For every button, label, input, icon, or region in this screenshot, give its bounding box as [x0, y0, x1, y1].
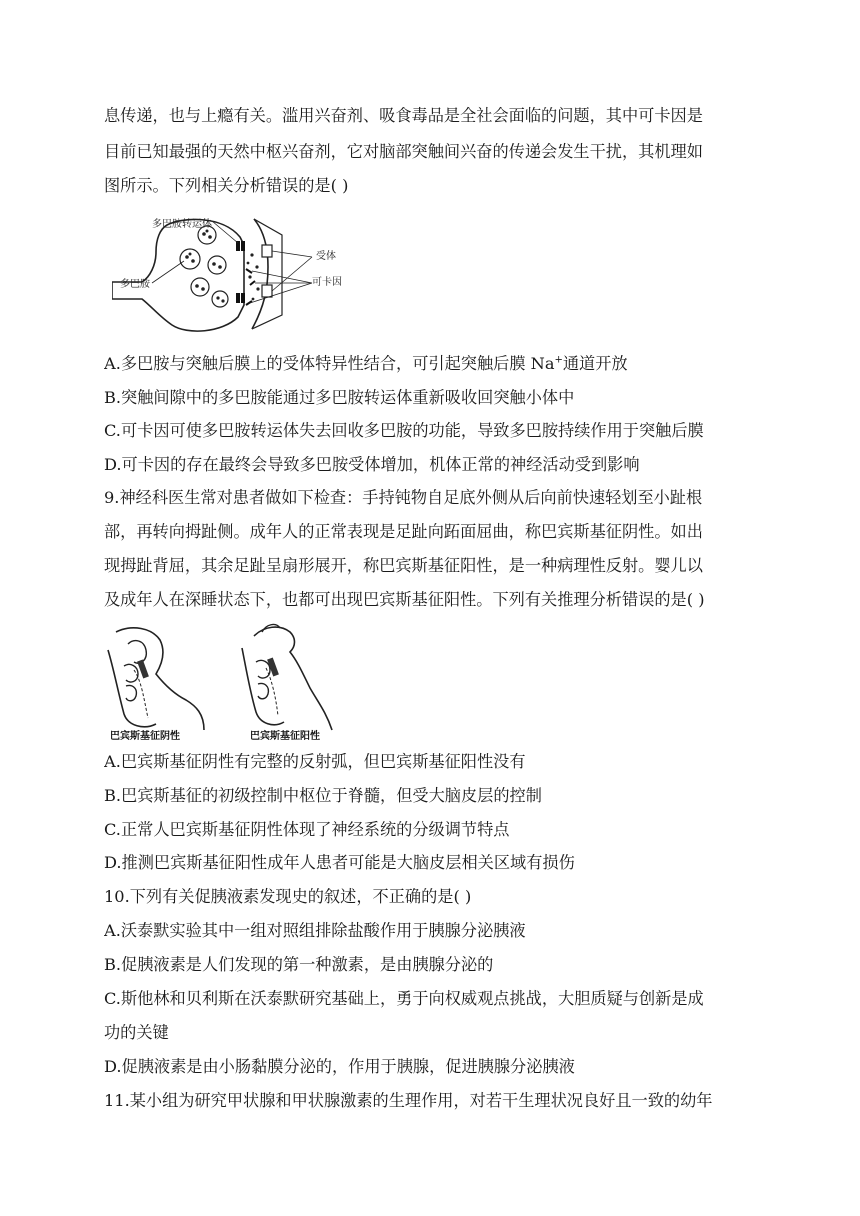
- q9-option-c: C.正常人巴宾斯基征阴性体现了神经系统的分级调节特点: [104, 820, 510, 839]
- babinski-figure: [104, 622, 354, 742]
- q9-stem-line-2: 部，再转向拇趾侧。成年人的正常表现是足趾向跖面屈曲，称巴宾斯基征阴性。如出: [104, 522, 703, 541]
- intro-line-1: 息传递，也与上瘾有关。滥用兴奋剂、吸食毒品是全社会面临的问题，其中可卡因是: [104, 106, 703, 125]
- q9-stem-line-3: 现拇趾背屈，其余足趾呈扇形展开，称巴宾斯基征阳性，是一种病理性反射。婴儿以: [104, 556, 703, 575]
- caption-positive: 巴宾斯基征阳性: [250, 731, 320, 742]
- q8-option-c: C.可卡因可使多巴胺转运体失去回收多巴胺的功能，导致多巴胺持续作用于突触后膜: [104, 421, 704, 440]
- label-transporter: 多巴胺转运体: [152, 219, 212, 230]
- q10-option-b: B.促胰液素是人们发现的第一种激素，是由胰腺分泌的: [104, 955, 494, 974]
- q10-option-c-line-2: 功的关键: [104, 1023, 169, 1042]
- q11-stem-line-1: 11.某小组为研究甲状腺和甲状腺激素的生理作用，对若干生理状况良好且一致的幼年: [104, 1091, 713, 1110]
- q8-option-d: D.可卡因的存在最终会导致多巴胺受体增加，机体正常的神经活动受到影响: [104, 455, 640, 474]
- q9-stem-line-4: 及成年人在深睡状态下，也都可出现巴宾斯基征阳性。下列有关推理分析错误的是( ): [104, 590, 705, 609]
- q10-stem: 10.下列有关促胰液素发现史的叙述，不正确的是( ): [104, 887, 472, 906]
- q9-stem-line-1: 9.神经科医生常对患者做如下检查：手持钝物自足底外侧从后向前快速轻划至小趾根: [104, 488, 703, 507]
- q10-option-a: A.沃泰默实验其中一组对照组排除盐酸作用于胰腺分泌胰液: [104, 921, 526, 940]
- q8-option-a: A.多巴胺与突触后膜上的受体特异性结合，可引起突触后膜 Na+通道开放: [104, 354, 628, 373]
- q10-option-d: D.促胰液素是由小肠黏膜分泌的，作用于胰腺，促进胰腺分泌胰液: [104, 1057, 575, 1076]
- q9-option-b: B.巴宾斯基征的初级控制中枢位于脊髓，但受大脑皮层的控制: [104, 786, 542, 805]
- caption-negative: 巴宾斯基征阴性: [110, 731, 180, 742]
- label-receptor: 受体: [316, 251, 336, 262]
- intro-line-2: 目前已知最强的天然中枢兴奋剂，它对脑部突触间兴奋的传递会发生干扰，其机理如: [104, 142, 703, 161]
- q9-option-a: A.巴宾斯基征阴性有完整的反射弧，但巴宾斯基征阳性没有: [104, 752, 526, 771]
- intro-line-3: 图所示。下列相关分析错误的是( ): [104, 176, 349, 195]
- q9-option-d: D.推测巴宾斯基征阳性成年人患者可能是大脑皮层相关区域有损伤: [104, 853, 575, 872]
- q10-option-c-line-1: C.斯他林和贝利斯在沃泰默研究基础上，勇于向权威观点挑战，大胆质疑与创新是成: [104, 989, 704, 1008]
- label-cocaine: 可卡因: [312, 277, 342, 288]
- label-dopamine: 多巴胺: [120, 279, 150, 290]
- synapse-figure: [112, 207, 362, 337]
- q8-option-b: B.突触间隙中的多巴胺能通过多巴胺转运体重新吸收回突触小体中: [104, 388, 575, 407]
